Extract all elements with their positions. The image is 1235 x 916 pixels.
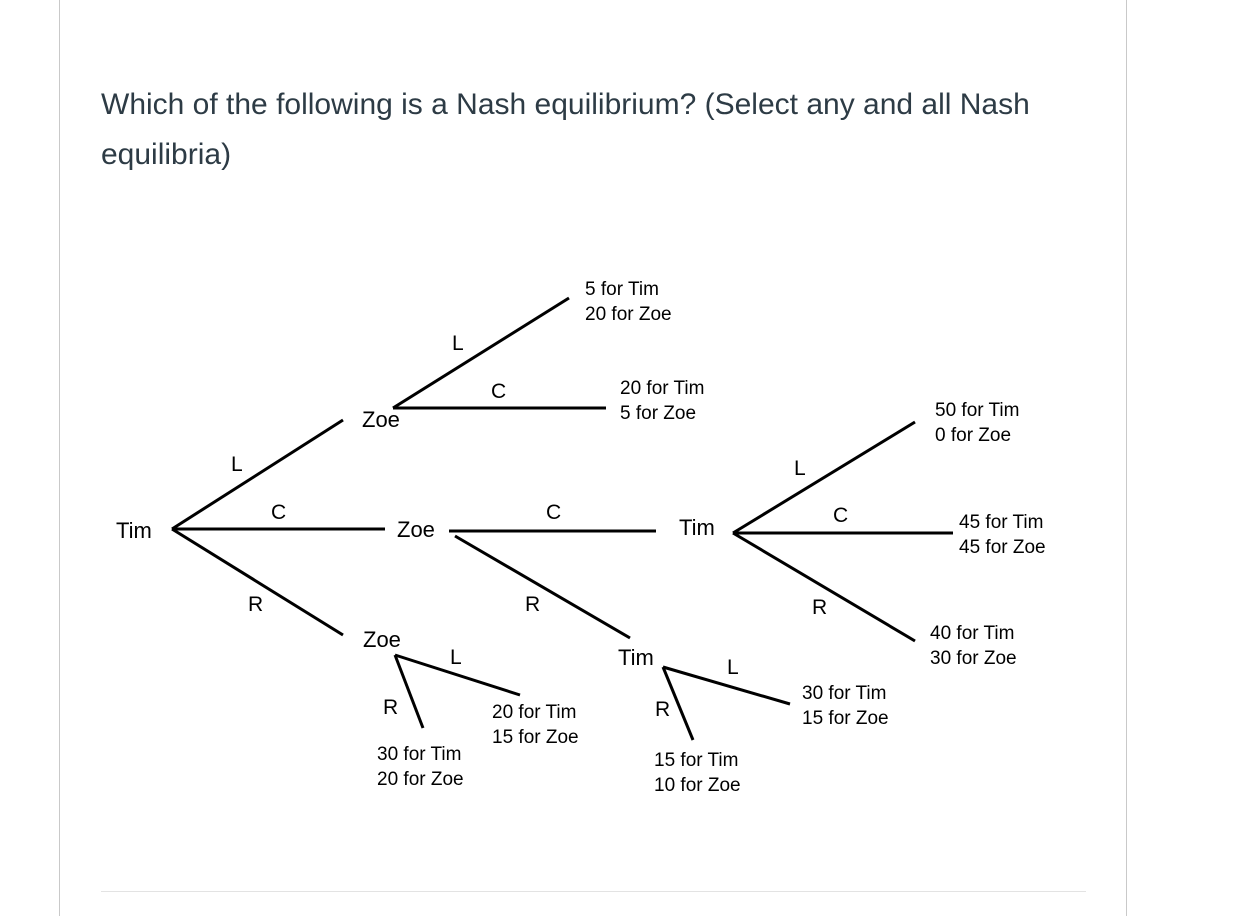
edge-zoe-mid-R [455,536,630,638]
payoff-p5-tim: 40 for Tim [930,623,1015,644]
branch-root-R: R [248,593,264,616]
branch-zoe-mid-C: C [546,501,562,524]
payoff-p3-zoe: 0 for Zoe [935,425,1012,446]
edge-root-L [172,420,343,529]
payoff-p2-zoe: 5 for Zoe [620,403,697,424]
branch-zoe-bottom-R: R [383,696,399,719]
branch-tim-low-L: L [727,656,739,679]
payoff-p4-zoe: 45 for Zoe [959,537,1046,558]
node-zoe-top-label: Zoe [362,407,400,432]
payoff-p8-tim: 30 for Tim [377,744,462,765]
branch-tim-mid-R: R [812,596,828,619]
payoff-p1-tim: 5 for Tim [585,279,659,300]
payoff-p9-zoe: 10 for Zoe [654,775,741,796]
payoff-p7-tim: 20 for Tim [492,702,577,723]
node-tim-mid-label: Tim [679,515,715,540]
payoff-p6-zoe: 15 for Zoe [802,708,889,729]
branch-tim-mid-C: C [833,504,849,527]
payoff-p2-tim: 20 for Tim [620,378,705,399]
question-text: Which of the following is a Nash equilibrium? (Select any and all Nash equilibria) [101,88,1030,171]
payoff-p5-zoe: 30 for Zoe [930,648,1017,669]
branch-tim-mid-L: L [794,457,806,480]
payoff-p4-tim: 45 for Tim [959,512,1044,533]
payoff-p7-zoe: 15 for Zoe [492,727,579,748]
node-tim-low-label: Tim [618,645,654,670]
node-zoe-mid-label: Zoe [397,517,435,542]
edge-root-R [172,529,343,635]
bottom-divider [101,891,1086,892]
branch-zoe-bottom-L: L [450,646,462,669]
edge-tim-mid-L [733,422,915,533]
payoff-p1-zoe: 20 for Zoe [585,304,672,325]
edge-tim-mid-R [733,533,915,641]
branch-tim-low-R: R [655,698,671,721]
branch-root-L: L [231,453,243,476]
payoff-p6-tim: 30 for Tim [802,683,887,704]
branch-zoe-top-C: C [491,380,507,403]
branch-root-C: C [271,501,287,524]
branch-zoe-top-L: L [452,332,464,355]
payoff-p3-tim: 50 for Tim [935,400,1020,421]
branch-zoe-mid-R: R [525,593,541,616]
edge-zoe-bottom-R [395,655,423,728]
node-zoe-bottom-label: Zoe [363,627,401,652]
payoff-p8-zoe: 20 for Zoe [377,769,464,790]
edge-zoe-top-L [393,298,569,408]
payoff-p9-tim: 15 for Tim [654,750,739,771]
node-root-label: Tim [116,518,152,543]
